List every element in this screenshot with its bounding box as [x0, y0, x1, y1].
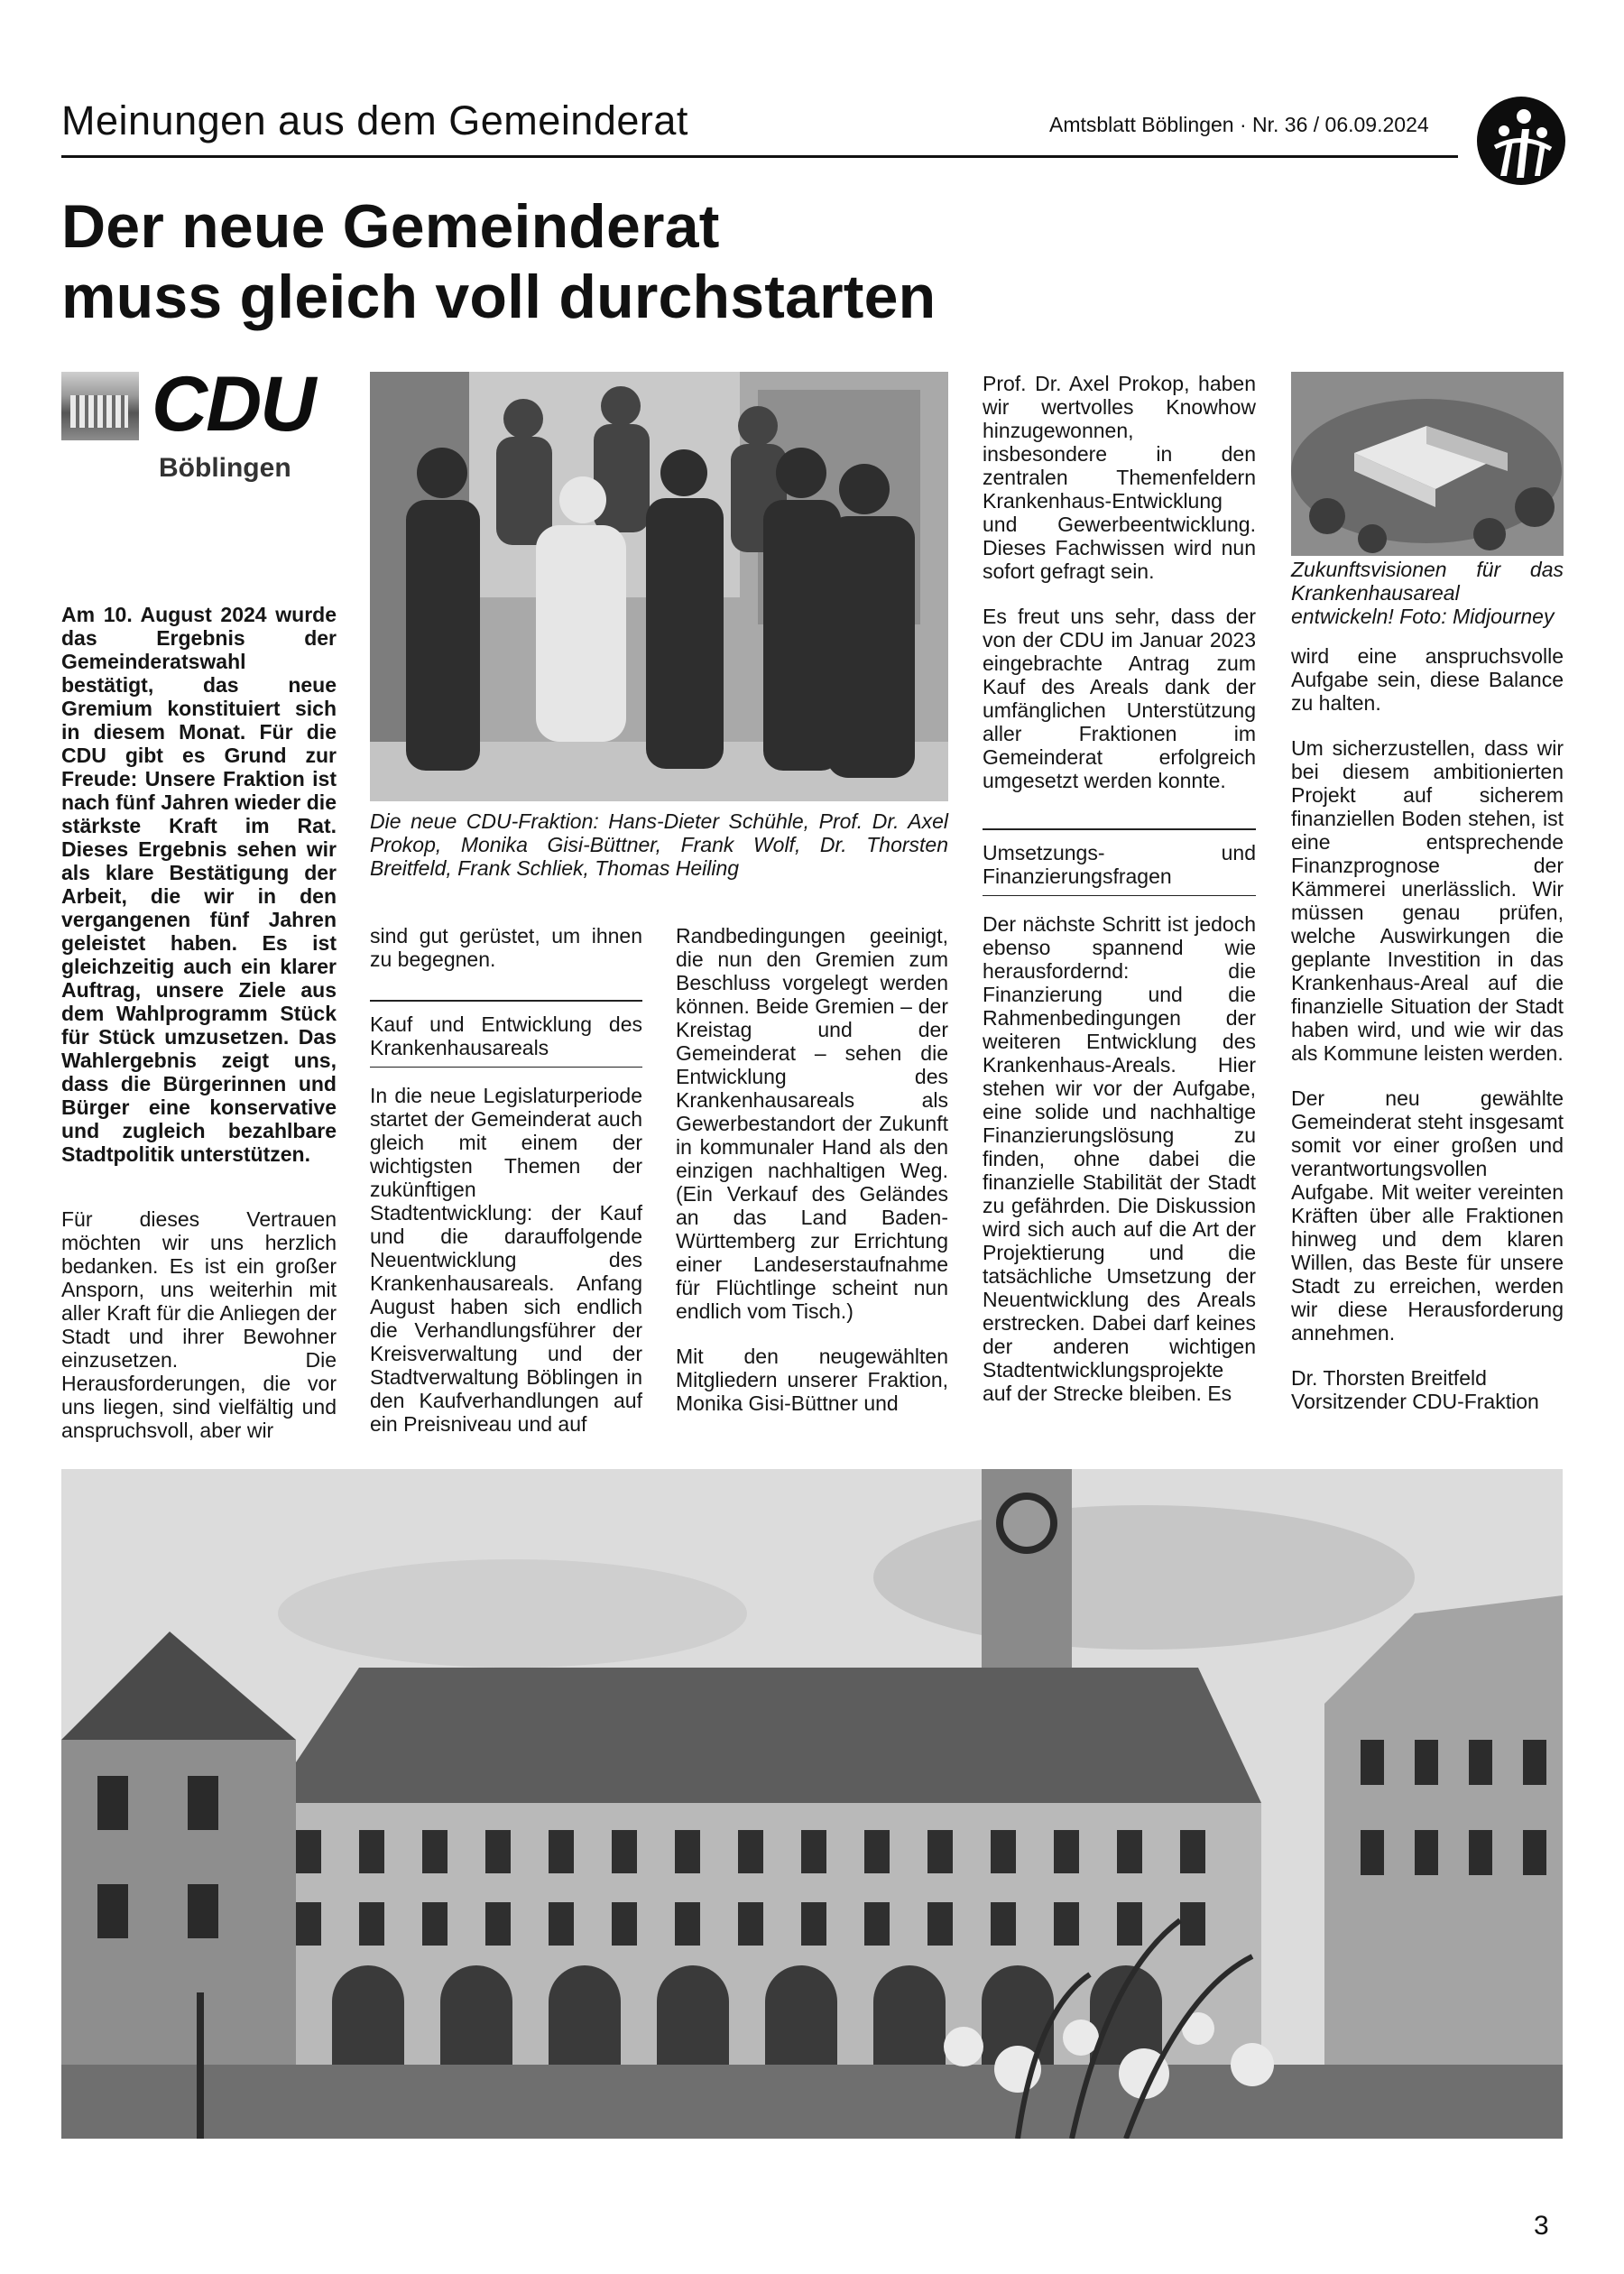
paragraph: Es freut uns sehr, dass der von der CDU im Januar 2023 eingebrachte Antrag zum Kauf des Areals dank der umfänglichen Unterstützung aller Fraktionen im Gemeinderat erfolgreich umgesetzt werden konnte.	[983, 605, 1256, 792]
header-rule	[61, 155, 1458, 158]
subhead-rule	[370, 1067, 642, 1068]
article-column-3	[676, 924, 948, 1437]
gemeinderat-logo-icon	[1477, 97, 1565, 185]
paragraph: Randbedingungen geeinigt, die nun den Gremien zum Beschluss vorgelegt werden können. Beide Gremien – der Kreistag und der Gemeinderat – sehen die Entwicklung des Krankenhausareals als Gewerbestandort der Zukunft in kommunaler Hand als den einzigen nachhaltigen Weg. (Ein Verkauf des Geländes an das Land Baden- Württemberg zur Errichtung einer Landeserstaufnahme für Flüchtlinge scheint nun endlich vom Tisch.)	[676, 924, 948, 1323]
article-headline	[61, 191, 936, 332]
paragraph: Prof. Dr. Axel Prokop, haben wir wertvolles Knowhow hinzugewonnen, insbesondere in den zentralen Themenfeldern Krankenhaus-Entwicklung und Gewerbeentwicklung. Dieses Fachwissen wird nun sofort gefragt sein.	[983, 372, 1256, 583]
signature-name: Dr. Thorsten Breitfeld	[1291, 1366, 1487, 1390]
cdu-city-label: Böblingen	[159, 453, 291, 483]
town-hall-photo	[61, 1469, 1563, 2139]
paragraph: Der nächste Schritt ist jedoch ebenso spannend wie herausfordernd: die Finanzierung und die Rahmenbedingungen der weiteren Entwicklung des Krankenhaus-Areals. Hier stehen wir vor der Aufgabe, eine solide und nachhaltige Finanzierungslösung zu finden, ohne dabei die finanzielle Stabilität der Stadt zu gefährden. Die Diskussion wird sich auch auf die Art der Projektierung und die tatsächliche Umsetzung der Neuentwicklung des Areals erstrecken. Dabei darf keines der anderen wichtigen Stadtentwicklungsprojekte auf der Strecke bleiben. Es	[983, 912, 1256, 1405]
headline-line-1: Der neue Gemeinderat	[61, 192, 720, 261]
article-column-4	[983, 372, 1256, 1427]
paragraph: Mit den neugewählten Mitgliedern unserer Fraktion, Monika Gisi-Büttner und	[676, 1345, 948, 1415]
signature-role: Vorsitzender CDU-Fraktion	[1291, 1390, 1539, 1413]
issue-label: Amtsblatt Böblingen · Nr. 36 / 06.09.2024	[1049, 113, 1429, 136]
paragraph: wird eine anspruchsvolle Aufgabe sein, diese Balance zu halten.	[1291, 644, 1564, 715]
paragraph: Für dieses Vertrauen möchten wir uns herzlich bedanken. Es ist ein großer Ansporn, uns weiterhin mit aller Kraft für die Anliegen der Stadt und ihrer Bewohner einzusetzen. Die Herausforderungen, die vor uns liegen, sind vielfältig und anspruchsvoll, aber wir	[61, 1207, 337, 1442]
cdu-logo: CDU	[152, 361, 315, 448]
paragraph: sind gut gerüstet, um ihnen zu begegnen.	[370, 924, 642, 971]
page-number: 3	[1534, 2211, 1549, 2241]
paragraph: In die neue Legislaturperiode startet der Gemeinderat auch gleich mit einem der wichtigsten Themen der zukünftigen Stadtentwicklung: der Kauf und die darauffolgende Neuentwicklung des Krankenhausareals. Anfang August haben sich endlich die Verhandlungsführer der Kreisverwaltung und der Stadtverwaltung Böblingen in den Kaufverhandlungen auf ein Preisniveau und auf	[370, 1084, 642, 1436]
subhead-rule	[370, 1000, 642, 1002]
section-title: Meinungen aus dem Gemeinderat	[61, 97, 688, 143]
group-photo	[370, 372, 948, 801]
subheading-krankenhausareal: Kauf und Entwicklung des Krankenhausareals	[370, 1012, 642, 1059]
cdu-building-thumbnail	[61, 372, 139, 440]
headline-line-2: muss gleich voll durchstarten	[61, 263, 937, 331]
group-photo-caption: Die neue CDU-Fraktion: Hans-Dieter Schühle, Prof. Dr. Axel Prokop, Monika Gisi-Büttner, Frank Wolf, Dr. Thorsten Breitfeld, Frank Schliek, Thomas Heiling	[370, 809, 948, 880]
subhead-rule	[983, 895, 1256, 896]
article-column-1	[61, 603, 337, 1464]
subhead-rule	[983, 828, 1256, 830]
article-column-2	[370, 924, 642, 1457]
article-column-5	[1291, 644, 1564, 1413]
paragraph: Der neu gewählte Gemeinderat steht insgesamt somit vor einer großen und verantwortungsvollen Aufgabe. Mit weiter vereinten Kräften über alle Fraktionen hinweg und dem klaren Willen, das Beste für unsere Stadt zu erreichen, werden wir diese Herausforderung annehmen.	[1291, 1086, 1564, 1345]
intro-paragraph: Am 10. August 2024 wurde das Ergebnis der Gemeinderatswahl bestätigt, das neue Gremium konstituiert sich in diesem Monat. Für die CDU gibt es Grund zur Freude: Unsere Fraktion ist nach fünf Jahren wieder die stärkste Kraft im Rat. Dieses Ergebnis sehen wir als klare Bestätigung der Arbeit, die wir in den vergangenen fünf Jahren geleistet haben. Es ist gleichzeitig auch ein klarer Auftrag, unsere Ziele aus dem Wahlprogramm Stück für Stück umzusetzen. Das Wahlergebnis zeigt uns, dass die Bürgerinnen und Bürger eine konservative und zugleich bezahlbare Stadtpolitik unterstützen.	[61, 603, 337, 1166]
subheading-finanzierung: Umsetzungs- und Finanzierungsfragen	[983, 841, 1256, 888]
aerial-photo-caption: Zukunftsvisionen für das Krankenhausareal entwickeln! Foto: Midjourney	[1291, 558, 1564, 628]
aerial-rendering-photo	[1291, 372, 1564, 556]
paragraph: Um sicherzustellen, dass wir bei diesem ambitionierten Projekt auf sicherem finanziellen Boden stehen, ist eine entsprechende Finanzprognose der Kämmerei unerlässlich. Wir müssen genau prüfen, welche Auswirkungen die geplante Investition in das Krankenhaus-Areal auf die finanzielle Situation der Stadt haben wird, und wie wir das als Kommune leisten werden.	[1291, 736, 1564, 1065]
